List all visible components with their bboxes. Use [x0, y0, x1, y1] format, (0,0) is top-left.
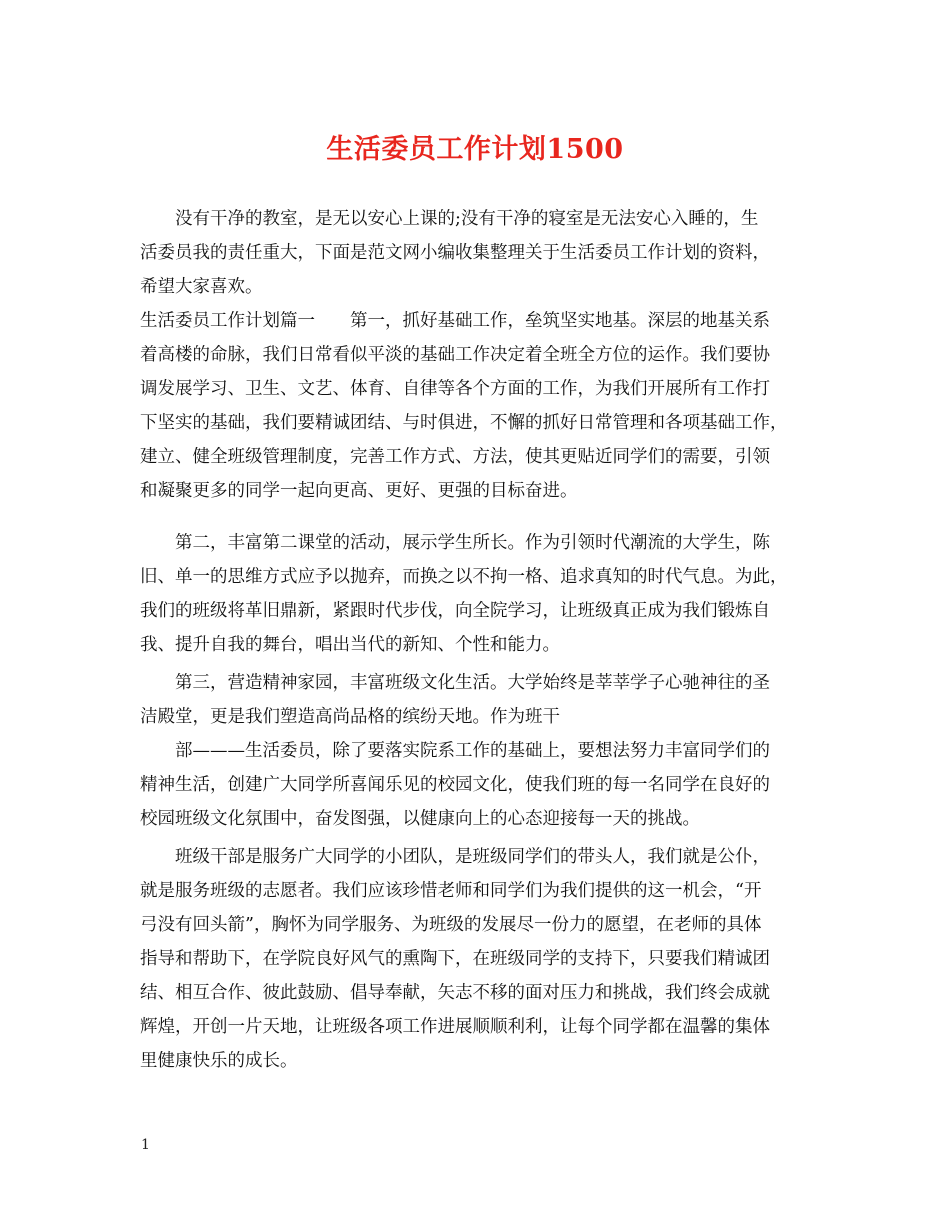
- text-line: 和凝聚更多的同学一起向更高、更好、更强的目标奋进。: [140, 481, 578, 501]
- text-line: 部———生活委员，除了要落实院系工作的基础上，要想法努力丰富同学们的: [175, 741, 770, 761]
- page-number: 1: [141, 1137, 150, 1153]
- text-line: 校园班级文化氛围中，奋发图强，以健康向上的心态迎接每一天的挑战。: [140, 809, 700, 829]
- text-line: 活委员我的责任重大，下面是范文网小编收集整理关于生活委员工作计划的资料，: [140, 243, 770, 263]
- text-line: 里健康快乐的成长。: [140, 1051, 298, 1071]
- document-title: 生活委员工作计划1500: [326, 134, 624, 165]
- text-line: 精神生活，创建广大同学所喜闻乐见的校园文化，使我们班的每一名同学在良好的: [140, 775, 770, 795]
- text-line: 洁殿堂，更是我们塑造高尚品格的缤纷天地。作为班干: [140, 707, 560, 727]
- text-line: 第二，丰富第二课堂的活动，展示学生所长。作为引领时代潮流的大学生，陈: [175, 533, 770, 553]
- text-line: 着高楼的命脉，我们日常看似平淡的基础工作决定着全班全方位的运作。我们要协: [140, 345, 770, 365]
- text-line: 辉煌，开创一片天地，让班级各项工作进展顺顺利利，让每个同学都在温馨的集体: [140, 1017, 770, 1037]
- text-line: 我们的班级将革旧鼎新，紧跟时代步伐，向全院学习，让班级真正成为我们锻炼自: [140, 601, 770, 621]
- text-line: 我、提升自我的舞台，唱出当代的新知、个性和能力。: [140, 635, 560, 655]
- text-line: 希望大家喜欢。: [140, 277, 263, 297]
- text-line: 旧、单一的思维方式应予以抛弃，而换之以不拘一格、追求真知的时代气息。为此，: [140, 567, 788, 587]
- text-line: 班级干部是服务广大同学的小团队，是班级同学们的带头人，我们就是公仆，: [175, 847, 770, 867]
- text-line: 弓没有回头箭”，胸怀为同学服务、为班级的发展尽一份力的愿望，在老师的具体: [140, 915, 762, 935]
- text-line: 没有干净的教室，是无以安心上课的;没有干净的寝室是无法安心入睡的，生: [175, 209, 759, 229]
- text-line: 第三，营造精神家园，丰富班级文化生活。大学始终是莘莘学子心驰神往的圣: [175, 673, 770, 693]
- text-line: 就是服务班级的志愿者。我们应该珍惜老师和同学们为我们提供的这一机会，“开: [140, 881, 762, 901]
- text-line: 下坚实的基础，我们要精诚团结、与时俱进，不懈的抓好日常管理和各项基础工作，: [140, 413, 788, 433]
- text-line: 结、相互合作、彼此鼓励、倡导奉献，矢志不移的面对压力和挑战，我们终会成就: [140, 983, 770, 1003]
- text-line: 指导和帮助下，在学院良好风气的熏陶下，在班级同学的支持下，只要我们精诚团: [140, 949, 770, 969]
- text-line: 调发展学习、卫生、文艺、体育、自律等各个方面的工作，为我们开展所有工作打: [140, 379, 770, 399]
- text-line: 建立、健全班级管理制度，完善工作方式、方法，使其更贴近同学们的需要，引领: [140, 447, 770, 467]
- text-line: 生活委员工作计划篇一 第一，抓好基础工作，垒筑坚实地基。深层的地基关系: [140, 311, 770, 331]
